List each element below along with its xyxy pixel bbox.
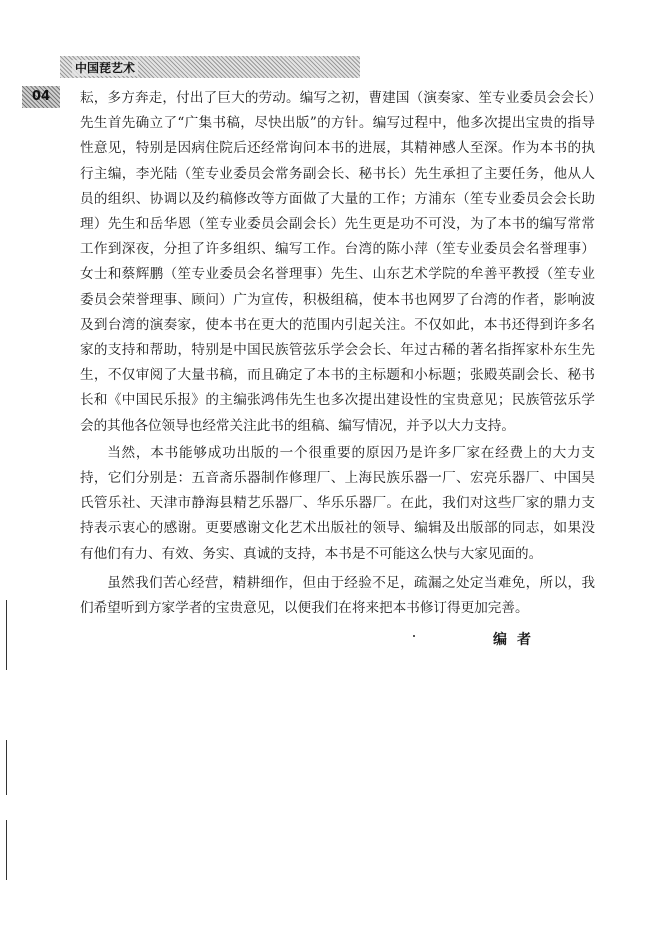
paragraph-sponsors: 当然，本书能够成功出版的一个很重要的原因乃是许多厂家在经费上的大力支持，它们分别是：五音斋乐器制作修理厂、上海民族乐器一厂、宏亮乐器厂、中国吴氏管乐社、天津市静海县精艺乐器厂、华乐乐器厂。在此，我们对这些厂家的鼎力支持表示衷心的感谢。更要感谢文化艺术出版社的领导、编辑及出版部的同志，如果没有他们有力、有效、务实、真诚的支持，本书是不可能这么快与大家见面的。	[80, 444, 595, 562]
binding-mark	[6, 600, 7, 670]
scan-speck	[413, 635, 415, 637]
binding-mark	[6, 820, 7, 880]
body-text	[80, 86, 595, 621]
signature: 编者	[493, 632, 541, 648]
running-header-title: 中国琵艺术	[72, 60, 138, 76]
paragraph-continued: 耘，多方奔走，付出了巨大的劳动。编写之初，曹建国（演奏家、笙专业委员会会长）先生首先确立了“广集书稿，尽快出版”的方针。编写过程中，他多次提出宝贵的指导性意见，特别是因病住院后还经常询问本书的进展，其精神感人至深。作为本书的执行主编，李光陆（笙专业委员会常务副会长、秘书长）先生承担了主要任务，他从人员的组织、协调以及约稿修改等方面做了大量的工作；方浦东（笙专业委员会会长助理）先生和岳华恩（笙专业委员会副会长）先生更是功不可没，为了本书的编写常常工作到深夜，分担了许多组织、编写工作。台湾的陈小萍（笙专业委员会名誉理事）女士和蔡辉鹏（笙专业委员会名誉理事）先生、山东艺术学院的牟善平教授（笙专业委员会荣誉理事、顾问）广为宣传，积极组稿，使本书也网罗了台湾的作者，影响波及到台湾的演奏家，使本书在更大的范围内引起关注。不仅如此，本书还得到许多名家的支持和帮助，特别是中国民族管弦乐学会会长、年过古稀的著名指挥家朴东生先生，不仅审阅了大量书稿，而且确定了本书的主标题和小标题；张殿英副会长、秘书长和《中国民乐报》的主编张鸿伟先生也多次提出建设性的宝贵意见；民族管弦乐学会的其他各位领导也经常关注此书的组稿、编写情况，并予以大力支持。	[80, 90, 595, 434]
page-number: 04	[22, 86, 60, 108]
paragraph-closing: 虽然我们苦心经营，精耕细作，但由于经验不足，疏漏之处定当难免，所以，我们希望听到方家学者的宝贵意见，以便我们在将来把本书修订得更加完善。	[80, 574, 595, 617]
binding-mark	[6, 740, 7, 795]
